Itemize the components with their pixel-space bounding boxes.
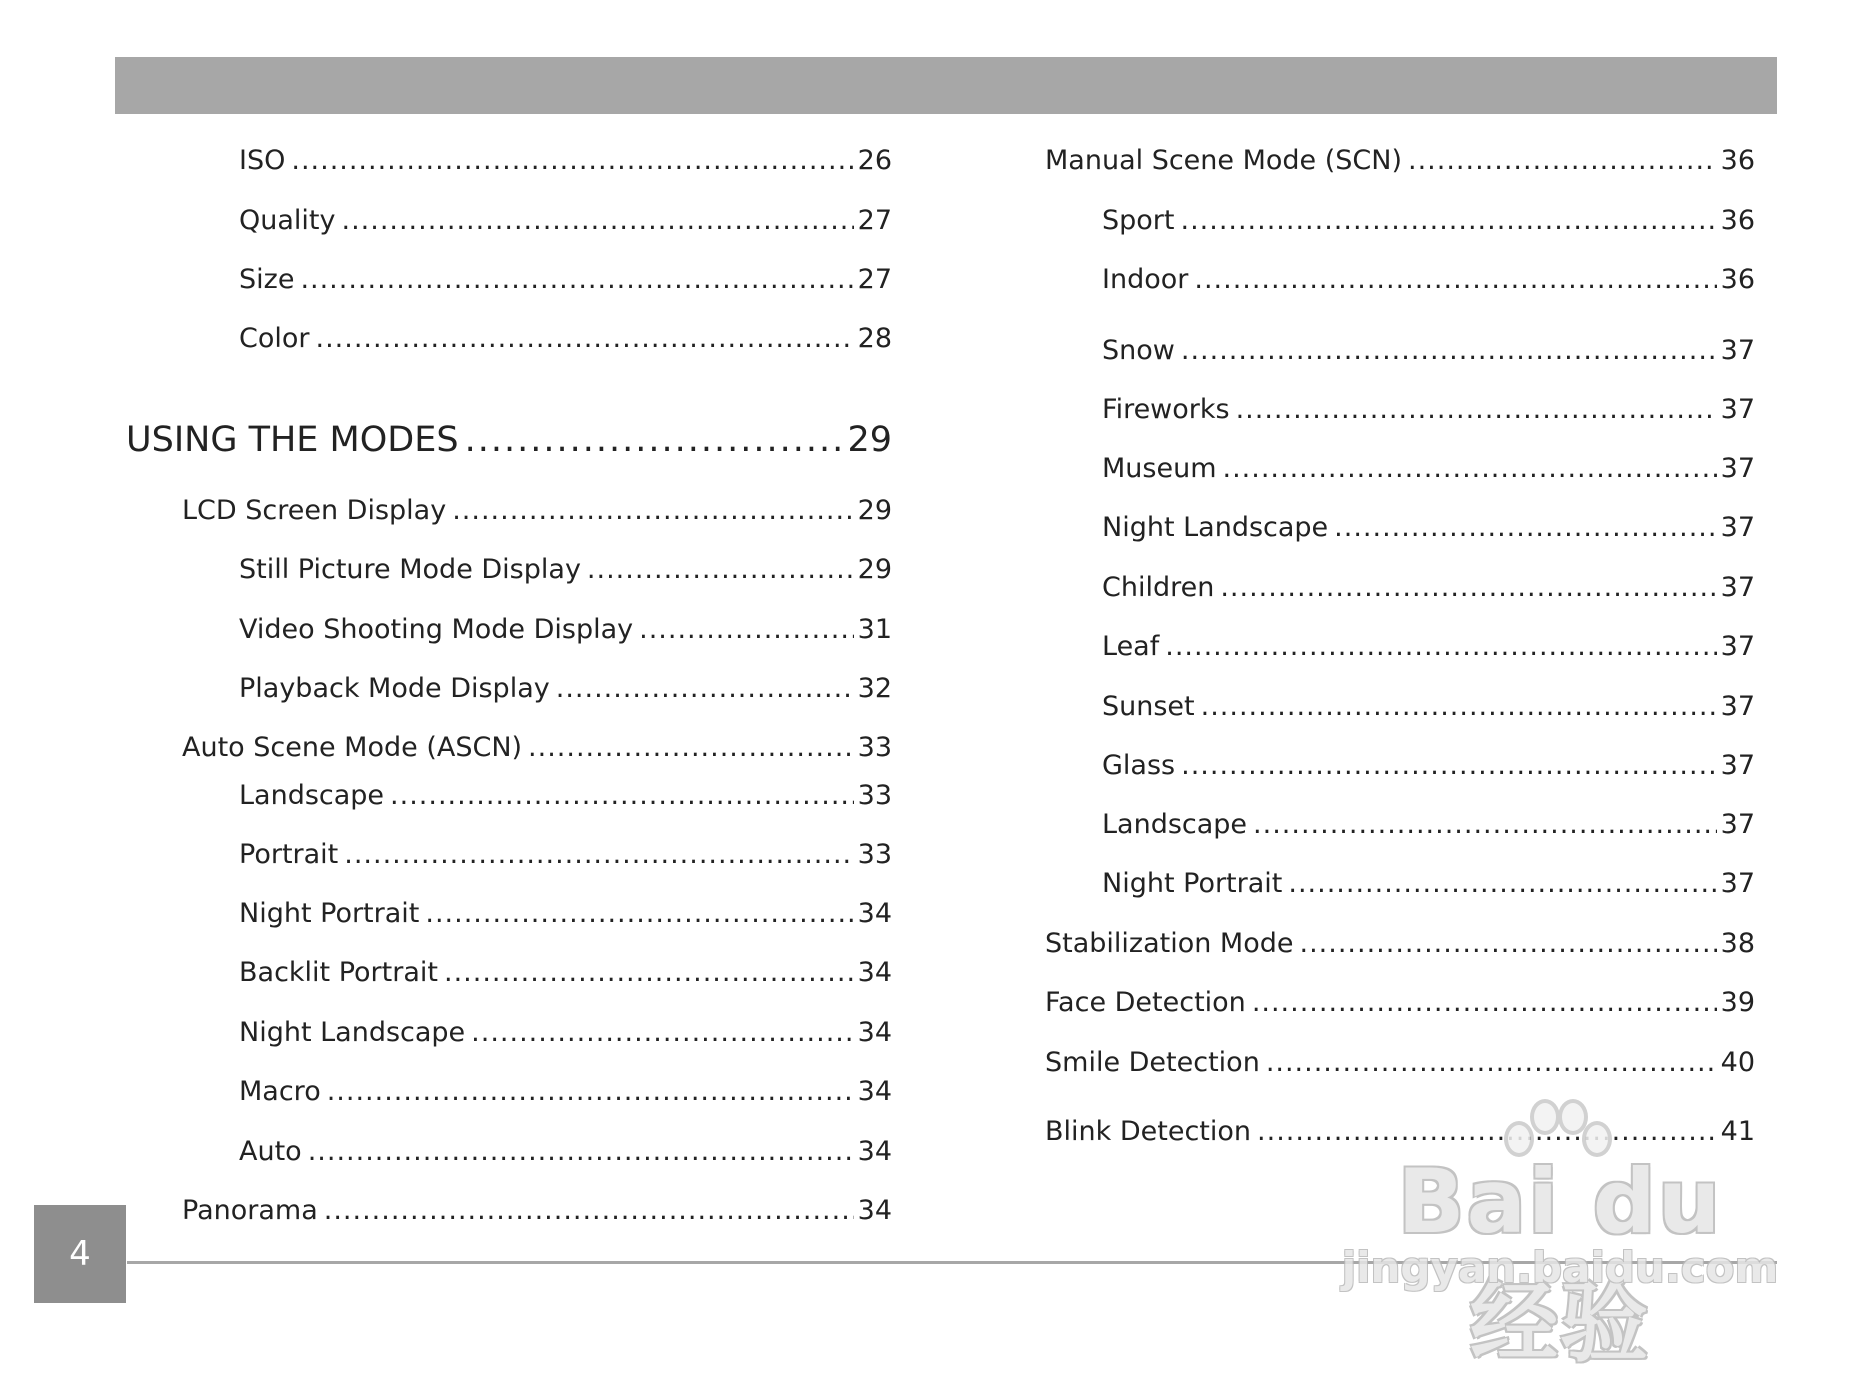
toc-entry: [182, 1195, 892, 1227]
toc-leader: [1334, 512, 1716, 544]
toc-entry-title: Night Landscape: [1102, 512, 1329, 543]
toc-entry-title: USING THE MODES: [126, 420, 459, 460]
toc-entry-page: 34: [857, 957, 892, 988]
toc-leader: [327, 1076, 854, 1108]
toc-entry-page: 37: [1720, 691, 1755, 722]
toc-entry: [1045, 987, 1755, 1019]
toc-entry-title: Night Portrait: [239, 898, 420, 929]
toc-entry-page: 33: [857, 780, 892, 811]
toc-entry: [1045, 145, 1755, 177]
toc-entry: [1102, 631, 1755, 663]
toc-entry: [182, 495, 892, 527]
toc-leader: [300, 264, 853, 296]
toc-entry-page: 26: [857, 145, 892, 176]
toc-entry-title: ISO: [239, 145, 286, 176]
toc-entry-page: 34: [857, 1136, 892, 1167]
toc-entry-page: 31: [857, 614, 892, 645]
page-number-tab: 4: [34, 1205, 126, 1303]
toc-leader: [444, 957, 854, 989]
toc-entry: [239, 780, 892, 812]
watermark-brand: Bai du 经验: [1397, 1150, 1723, 1374]
toc-entry-title: Stabilization Mode: [1045, 928, 1294, 959]
toc-entry: [1045, 1047, 1755, 1079]
toc-entry-title: Sport: [1102, 205, 1175, 236]
toc-entry: [1102, 512, 1755, 544]
toc-entry-title: Still Picture Mode Display: [239, 554, 581, 585]
toc-entry-title: Indoor: [1102, 264, 1189, 295]
toc-entry-page: 29: [847, 420, 892, 460]
toc-entry-title: Portrait: [239, 839, 339, 870]
toc-entry-page: 38: [1720, 928, 1755, 959]
toc-entry: [239, 614, 892, 646]
toc-entry-page: 33: [857, 732, 892, 763]
toc-entry-title: LCD Screen Display: [182, 495, 447, 526]
toc-entry-title: Snow: [1102, 335, 1175, 366]
toc-leader: [1408, 145, 1717, 177]
toc-entry: [239, 264, 892, 296]
toc-entry: [239, 957, 892, 989]
toc-entry-title: Video Shooting Mode Display: [239, 614, 634, 645]
toc-entry: [239, 1136, 892, 1168]
toc-leader: [1220, 572, 1716, 604]
toc-entry: [239, 205, 892, 237]
toc-leader: [341, 205, 853, 237]
toc-entry-title: Leaf: [1102, 631, 1160, 662]
toc-entry: [1102, 394, 1755, 426]
toc-leader: [452, 495, 853, 527]
toc-entry-title: Face Detection: [1045, 987, 1246, 1018]
toc-entry: [239, 839, 892, 871]
toc-entry-page: 37: [1720, 750, 1755, 781]
toc-entry-title: Macro: [239, 1076, 321, 1107]
toc-leader: [1252, 987, 1717, 1019]
toc-entry-page: 34: [857, 1076, 892, 1107]
toc-entry: [239, 673, 892, 705]
toc-entry-page: 37: [1720, 809, 1755, 840]
toc-entry-page: 39: [1720, 987, 1755, 1018]
toc-entry: [239, 898, 892, 930]
toc-leader: [291, 145, 853, 177]
toc-entry-page: 28: [857, 323, 892, 354]
toc-entry: [239, 1076, 892, 1108]
toc-entry-title: Color: [239, 323, 310, 354]
toc-entry-page: 41: [1720, 1116, 1755, 1147]
toc-leader: [1165, 631, 1716, 663]
toc-entry-page: 34: [857, 1017, 892, 1048]
toc-leader: [465, 420, 844, 460]
toc-leader: [471, 1017, 853, 1049]
toc-entry-title: Backlit Portrait: [239, 957, 438, 988]
toc-entry-title: Landscape: [239, 780, 385, 811]
toc-entry-page: 29: [857, 495, 892, 526]
toc-entry-page: 37: [1720, 512, 1755, 543]
toc-entry-page: 37: [1720, 453, 1755, 484]
toc-entry-page: 34: [857, 1195, 892, 1226]
toc-leader: [1181, 335, 1717, 367]
toc-entry-title: Night Portrait: [1102, 868, 1283, 899]
toc-entry-title: Quality: [239, 205, 336, 236]
toc-entry: [1102, 809, 1755, 841]
toc-leader: [1300, 928, 1717, 960]
toc-entry-page: 36: [1720, 205, 1755, 236]
toc-leader: [1180, 205, 1716, 237]
toc-entry-title: Night Landscape: [239, 1017, 466, 1048]
toc-entry-title: Size: [239, 264, 295, 295]
toc-entry-page: 37: [1720, 631, 1755, 662]
toc-leader: [1201, 691, 1717, 723]
header-bar: [115, 57, 1777, 114]
toc-entry-page: 37: [1720, 572, 1755, 603]
toc-leader: [425, 898, 853, 930]
toc-entry: [239, 323, 892, 355]
toc-chapter-heading: [126, 420, 892, 460]
toc-entry-page: 27: [857, 205, 892, 236]
toc-entry-page: 32: [857, 673, 892, 704]
toc-entry-title: Auto: [239, 1136, 302, 1167]
toc-entry-title: Sunset: [1102, 691, 1195, 722]
toc-entry-title: Smile Detection: [1045, 1047, 1260, 1078]
toc-leader: [316, 323, 854, 355]
toc-entry-page: 36: [1720, 145, 1755, 176]
toc-entry-page: 37: [1720, 335, 1755, 366]
toc-leader: [344, 839, 853, 871]
toc-entry: [1045, 928, 1755, 960]
toc-entry-page: 34: [857, 898, 892, 929]
toc-leader: [324, 1195, 854, 1227]
toc-entry-title: Landscape: [1102, 809, 1248, 840]
toc-leader: [639, 614, 854, 646]
toc-entry-title: Museum: [1102, 453, 1217, 484]
toc-entry: [239, 1017, 892, 1049]
toc-leader: [1181, 750, 1717, 782]
toc-entry-title: Playback Mode Display: [239, 673, 550, 704]
toc-entry-page: 36: [1720, 264, 1755, 295]
toc-entry-title: Manual Scene Mode (SCN): [1045, 145, 1402, 176]
toc-entry: [1102, 335, 1755, 367]
toc-entry-page: 37: [1720, 394, 1755, 425]
toc-leader: [1288, 868, 1716, 900]
baidu-watermark: [1340, 1095, 1780, 1374]
toc-entry-title: Auto Scene Mode (ASCN): [182, 732, 523, 763]
toc-entry: [1102, 868, 1755, 900]
toc-entry-title: Blink Detection: [1045, 1116, 1252, 1147]
toc-entry-title: Fireworks: [1102, 394, 1230, 425]
toc-leader: [390, 780, 854, 812]
toc-leader: [1266, 1047, 1717, 1079]
toc-leader: [556, 673, 854, 705]
toc-entry: [239, 554, 892, 586]
toc-leader: [1223, 453, 1717, 485]
watermark-url: jingyan.baidu.com: [1341, 1243, 1779, 1292]
toc-entry-page: 37: [1720, 868, 1755, 899]
toc-entry-title: Panorama: [182, 1195, 318, 1226]
toc-leader: [528, 732, 854, 764]
toc-entry-page: 33: [857, 839, 892, 870]
toc-entry: [1102, 205, 1755, 237]
toc-entry: [1102, 264, 1755, 296]
toc-entry: [1102, 750, 1755, 782]
toc-leader: [1236, 394, 1717, 426]
toc-entry-title: Glass: [1102, 750, 1176, 781]
toc-entry: [1102, 572, 1755, 604]
toc-entry: [239, 145, 892, 177]
toc-leader: [1253, 809, 1717, 841]
toc-entry-page: 40: [1720, 1047, 1755, 1078]
toc-entry-page: 27: [857, 264, 892, 295]
toc-entry-page: 29: [857, 554, 892, 585]
toc-entry-title: Children: [1102, 572, 1215, 603]
toc-entry: [1102, 453, 1755, 485]
toc-entry: [1102, 691, 1755, 723]
toc-entry: [182, 732, 892, 764]
toc-leader: [308, 1136, 854, 1168]
toc-leader: [1194, 264, 1716, 296]
toc-leader: [587, 554, 854, 586]
